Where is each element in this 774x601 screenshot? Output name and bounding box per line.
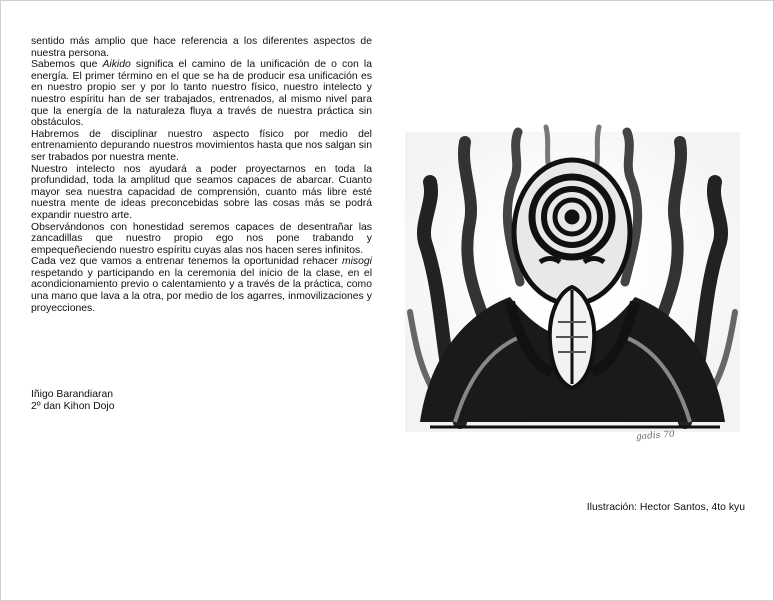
- term-aikido: Aikido: [102, 59, 131, 71]
- paragraph-5: Observándonos con honestidad seremos capaces de desentrañar las zancadillas que nuestro propio ego nos pone trabando y empequeñeciendo nuestro espíritu cuyas alas nos hacen seres infinitos.: [31, 221, 372, 256]
- paragraph-4: Nuestro intelecto nos ayudará a poder proyectarnos en toda la profundidad, toda la amplitud que seamos capaces de abarcar. Cuanto mayor sea nuestra capacidad de comprensión, cuanto más libre esté nuestra mente de ideas preconcebidas sobre las cosas más se podrá expandir nuestro arte.: [31, 163, 372, 221]
- term-misogi: misogi: [341, 256, 372, 268]
- paragraph-6-pre: Cada vez que vamos a entrenar tenemos la oportunidad rehacer: [31, 256, 342, 268]
- paragraph-2-post: significa el camino de la unificación de o con la energía. El primer término en el que se ha de producir esa unificación es en nuestro propio ser y por lo tanto nuestro físico, nuestro intelecto y nuestro espíritu han de ser trabajados, entrenados, al mismo nivel para que la energía de la naturaleza fluya a través de nuestra práctica sin obstáculos.: [31, 59, 372, 129]
- ink-drawing: [400, 122, 745, 462]
- author-signature: [31, 389, 115, 413]
- author-name: Iñigo Barandiaran: [31, 389, 114, 400]
- author-rank: 2º dan Kihon Dojo: [31, 401, 115, 412]
- article-text: [31, 36, 372, 314]
- paragraph-1: sentido más amplio que hace referencia a los diferentes aspectos de nuestra persona.: [31, 36, 372, 59]
- paragraph-2-pre: Sabemos que: [31, 59, 103, 71]
- illustration-meditating-figure: [400, 122, 745, 462]
- artist-signature: gadis 70: [635, 429, 676, 443]
- paragraph-6: [31, 256, 372, 314]
- paragraph-2: [31, 59, 372, 129]
- illustration-credit: Ilustración: Hector Santos, 4to kyu: [586, 502, 745, 513]
- paragraph-6-post: respetando y participando en la ceremonia del inicio de la clase, en el acondicionamiento previo o calentamiento y a través de la práctica, como una mano que lava a la otra, por medio de los agarres, inmovilizaciones y proyecciones.: [31, 267, 372, 314]
- paragraph-3: Habremos de disciplinar nuestro aspecto físico por medio del entrenamiento depurando nuestros movimientos hasta que nos salgan sin ser trabados por nuestra mente.: [31, 128, 372, 163]
- spiral: [532, 177, 612, 257]
